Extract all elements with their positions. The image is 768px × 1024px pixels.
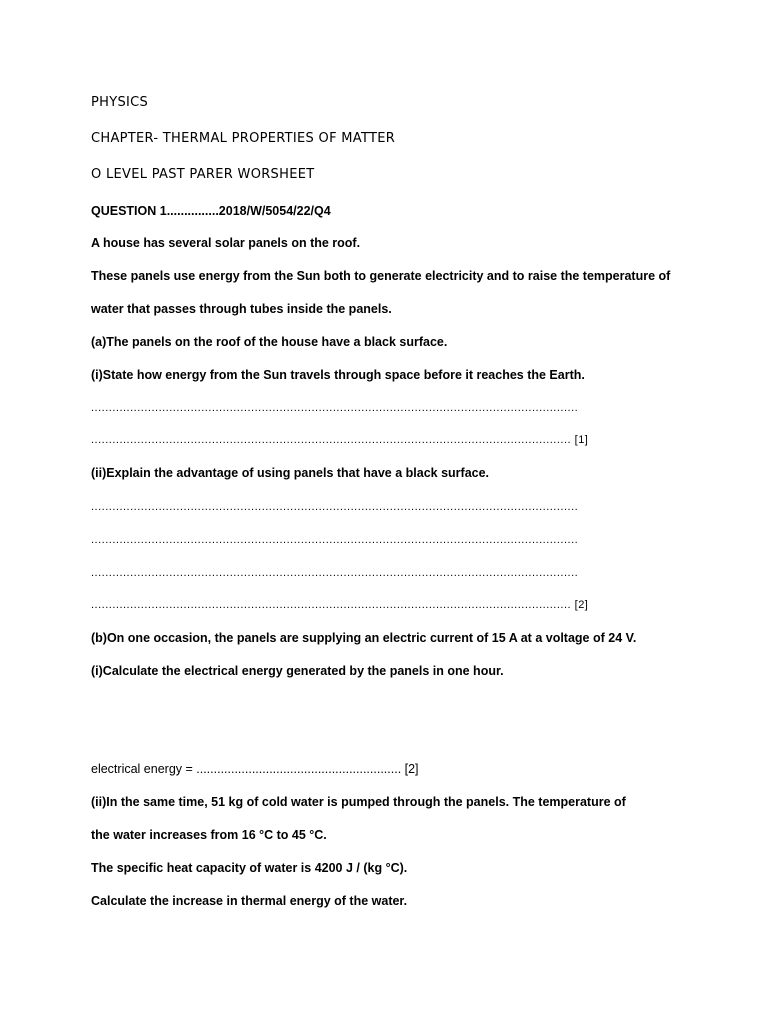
chapter-heading: CHAPTER- THERMAL PROPERTIES OF MATTER [91, 131, 396, 146]
electrical-energy-answer: electrical energy = ........................................................... [2] [91, 762, 419, 776]
part-a-ii-prompt: (ii)Explain the advantage of using panels that have a black surface. [91, 466, 490, 480]
answer-line: ......................................................................................................................................... [91, 534, 579, 546]
question-intro: A house has several solar panels on the roof. [91, 236, 361, 250]
question-context-line-1: These panels use energy from the Sun both to generate electricity and to raise the temperature of [91, 269, 671, 283]
subject-heading: PHYSICS [91, 95, 149, 110]
part-b-ii-prompt-line-1: (ii)In the same time, 51 kg of cold water is pumped through the panels. The temperature of [91, 795, 626, 809]
answer-line: ....................................................................................................................................... [2] [91, 599, 589, 611]
answer-line: ......................................................................................................................................... [91, 501, 579, 513]
answer-line: ......................................................................................................................................... [91, 402, 579, 414]
answer-line: ......................................................................................................................................... [91, 567, 579, 579]
part-b-ii-prompt-line-2: the water increases from 16 °C to 45 °C. [91, 828, 327, 842]
question-title: QUESTION 1...............2018/W/5054/22/Q4 [91, 204, 331, 218]
question-context-line-2: water that passes through tubes inside the panels. [91, 302, 392, 316]
part-b-ii-task: Calculate the increase in thermal energy of the water. [91, 894, 408, 908]
answer-line: ....................................................................................................................................... [1] [91, 434, 589, 446]
part-b-prompt: (b)On one occasion, the panels are supplying an electric current of 15 A at a voltage of 24 V. [91, 631, 637, 645]
worksheet-heading: O LEVEL PAST PARER WORSHEET [91, 167, 315, 182]
part-a-prompt: (a)The panels on the roof of the house have a black surface. [91, 335, 448, 349]
part-a-i-prompt: (i)State how energy from the Sun travels through space before it reaches the Earth. [91, 368, 585, 382]
specific-heat-capacity-statement: The specific heat capacity of water is 4200 J / (kg °C). [91, 861, 408, 875]
part-b-i-prompt: (i)Calculate the electrical energy generated by the panels in one hour. [91, 664, 504, 678]
